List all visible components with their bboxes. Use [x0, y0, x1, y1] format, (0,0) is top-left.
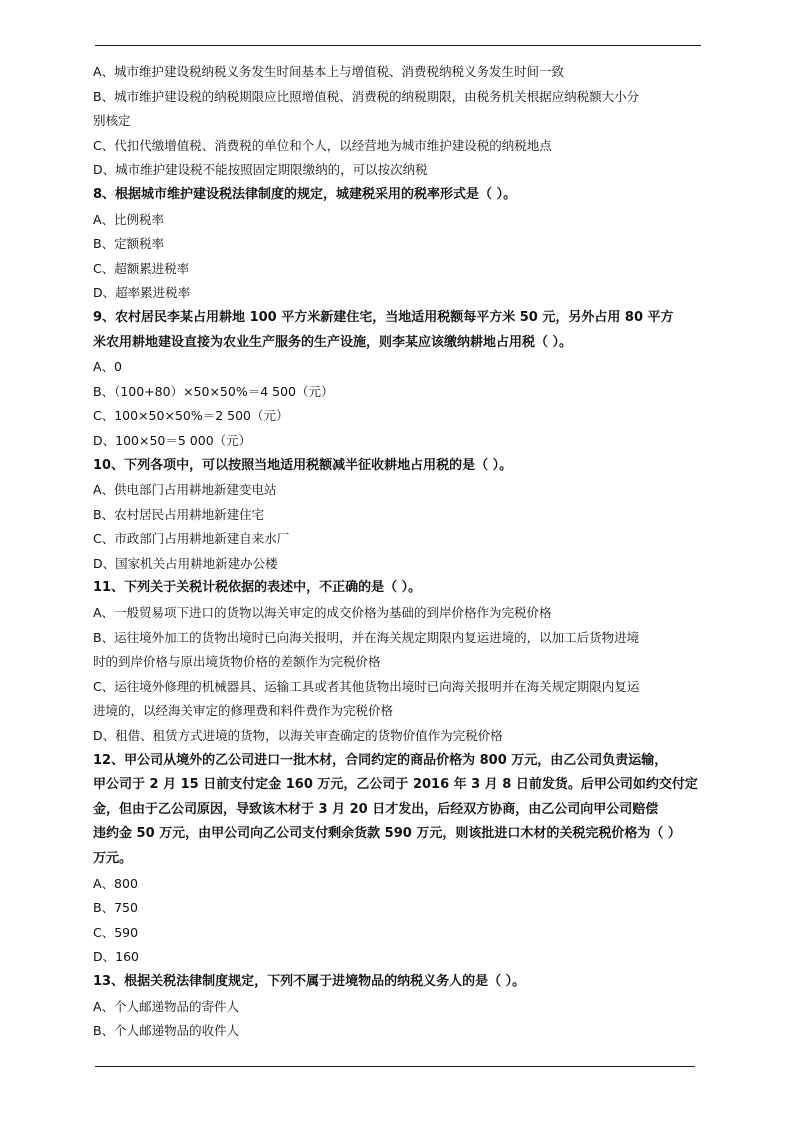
- option-text-line: C、590: [93, 924, 139, 940]
- option-text-line: C、市政部门占用耕地新建自来水厂: [93, 531, 290, 547]
- question-text-line: 12、甲公司从境外的乙公司进口一批木材，合同约定的商品价格为 800 万元，由乙公司负责运输，: [93, 752, 668, 768]
- option-text-line: B、农村居民占用耕地新建住宅: [93, 506, 265, 522]
- option-text-line: A、供电部门占用耕地新建变电站: [93, 482, 277, 498]
- option-text-line: D、超率累进税率: [93, 285, 191, 301]
- option-text-line: 别核定: [93, 113, 131, 129]
- option-text-line: 时的到岸价格与原出境货物价格的差额作为完税价格: [93, 654, 381, 670]
- question-text-line: 11、下列关于关税计税依据的表述中，不正确的是（ ）。: [93, 580, 422, 596]
- footer-rule: [95, 1066, 695, 1067]
- option-text-line: A、个人邮递物品的寄件人: [93, 998, 240, 1014]
- option-text-line: B、定额税率: [93, 236, 165, 252]
- option-text-line: B、个人邮递物品的收件人: [93, 1023, 240, 1039]
- option-text-line: A、0: [93, 359, 123, 375]
- header-rule: [95, 45, 701, 46]
- option-text-line: D、租借、租赁方式进境的货物，以海关审查确定的货物价值作为完税价格: [93, 728, 503, 744]
- document-body: [93, 60, 705, 1044]
- option-text-line: B、城市维护建设税的纳税期限应比照增值税、消费税的纳税期限，由税务机关根据应纳税额大小分: [93, 88, 640, 104]
- option-text-line: D、国家机关占用耕地新建办公楼: [93, 555, 278, 571]
- question-text-line: 10、下列各项中，可以按照当地适用税额减半征收耕地占用税的是（ ）。: [93, 457, 513, 473]
- question-text-line: 万元。: [93, 851, 133, 866]
- question-text-line: 米农用耕地建设直接为农业生产服务的生产设施，则李某应该缴纳耕地占用税（ ）。: [93, 334, 573, 350]
- option-text-line: 进境的，以经海关审定的修理费和料件费作为完税价格: [93, 703, 394, 719]
- question-text-line: 金，但由于乙公司原因，导致该木材于 3 月 20 日才发出，后经双方协商，由乙公司向甲公司赔偿: [93, 801, 659, 817]
- option-text-line: C、代扣代缴增值税、消费税的单位和个人，以经营地为城市维护建设税的纳税地点: [93, 137, 552, 153]
- question-text-line: 违约金 50 万元，由甲公司向乙公司支付剩余货款 590 万元，则该批进口木材的关税完税价格为（ ）: [93, 826, 681, 842]
- option-text-line: C、运往境外修理的机械器具、运输工具或者其他货物出境时已向海关报明并在海关规定期限内复运: [93, 678, 640, 694]
- option-text-line: D、城市维护建设税不能按照固定期限缴纳的，可以按次纳税: [93, 162, 428, 178]
- option-text-line: B、（100+80）×50×50%＝4 500（元）: [93, 383, 334, 399]
- option-text-line: D、100×50＝5 000（元）: [93, 432, 252, 448]
- option-text-line: A、800: [93, 875, 138, 891]
- option-text-line: A、一般贸易项下进口的货物以海关审定的成交价格为基础的到岸价格作为完税价格: [93, 605, 552, 621]
- question-text-line: 8、根据城市维护建设税法律制度的规定，城建税采用的税率形式是（ ）。: [93, 186, 517, 202]
- option-text-line: B、运往境外加工的货物出境时已向海关报明，并在海关规定期限内复运进境的，以加工后货物进境: [93, 629, 640, 645]
- option-text-line: B、750: [93, 900, 138, 916]
- question-text-line: 13、根据关税法律制度规定，下列不属于进境物品的纳税义务人的是（ ）。: [93, 973, 526, 989]
- option-text-line: A、城市维护建设税纳税义务发生时间基本上与增值税、消费税纳税义务发生时间一致: [93, 64, 565, 79]
- option-text-line: D、160: [93, 949, 139, 965]
- question-text-line: 甲公司于 2 月 15 日前支付定金 160 万元，乙公司于 2016 年 3 月 8 日前发货。后甲公司如约交付定: [93, 777, 698, 793]
- option-text-line: A、比例税率: [93, 211, 165, 227]
- option-text-line: C、超额累进税率: [93, 260, 190, 276]
- question-text-line: 9、农村居民李某占用耕地 100 平方米新建住宅，当地适用税额每平方米 50 元，另外占用 80 平方: [93, 309, 674, 325]
- option-text-line: C、100×50×50%＝2 500（元）: [93, 408, 289, 424]
